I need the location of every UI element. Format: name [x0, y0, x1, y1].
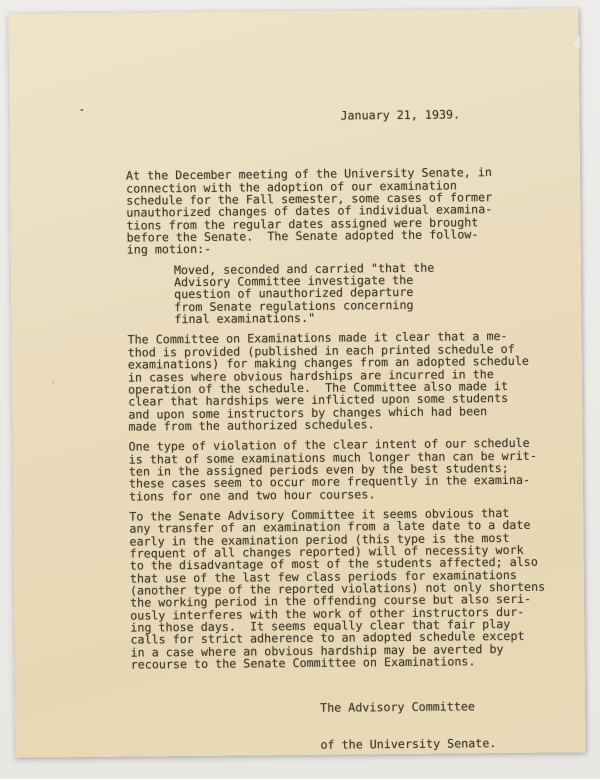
motion-quote: Moved, seconded and carried "that the Advisory Committee investigate the question of unauthorized departure from Senate regulations concerning final examinations."	[173, 260, 435, 327]
paragraph-committee-method: The Committee on Examinations made it clear that a me- thod is provided (published in each printed schedule of examinations) for making changes from an adopted schedule in cases where obvious hardships are incurred in the operation of the schedule. The Committee also made it clear that hardships were inflicted upon some students and upon some instructors by changes which had been made from the authorized schedules.	[127, 329, 529, 434]
signature-line-1: The Advisory Committee	[320, 699, 475, 715]
letter-body	[125, 107, 563, 777]
paper-corner-notch	[573, 35, 580, 49]
document-page	[8, 8, 585, 757]
paragraph-violation-type: One type of violation of the clear intent of our schedule is that of some examinations much longer than can be writ- ten in the assigned periods even by the best students; these cases seem to occur more frequently in the examina- tions for one and two hour courses.	[128, 435, 537, 504]
date-line: January 21, 1939.	[340, 107, 461, 123]
signature-block	[320, 675, 564, 776]
paragraph-opening: At the December meeting of the University Senate, in connection with the adoption of our examination schedule for the Fall semester, some cases of former unauthorized changes of dates of individual examina- tions from the regular dates assigned were brought before the Senate. The Senate adopted the follow- ing motion:-	[125, 165, 493, 258]
paragraph-advisory-opinion: To the Senate Advisory Committee it seems obvious that any transfer of an examination from a late date to a date early in the examination period (this type is the most frequent of all changes reported) will of necessity work to the disadvantage of most of the students affected; also that use of the last few class periods for examinations (another type of the reported violations) not only shortens the working period in the offending course but also seri- ously interferes with the work of other instructors dur- ing those days. It seems equally clear that fair play calls for strict adherence to an adopted schedule except in a case where an obvious hardship may be averted by recourse to the Senate Committee on Examinations.	[129, 505, 546, 672]
signature-line-2: of the University Senate.	[320, 736, 497, 752]
paper-speck	[52, 381, 54, 383]
paper-speck	[80, 109, 83, 111]
